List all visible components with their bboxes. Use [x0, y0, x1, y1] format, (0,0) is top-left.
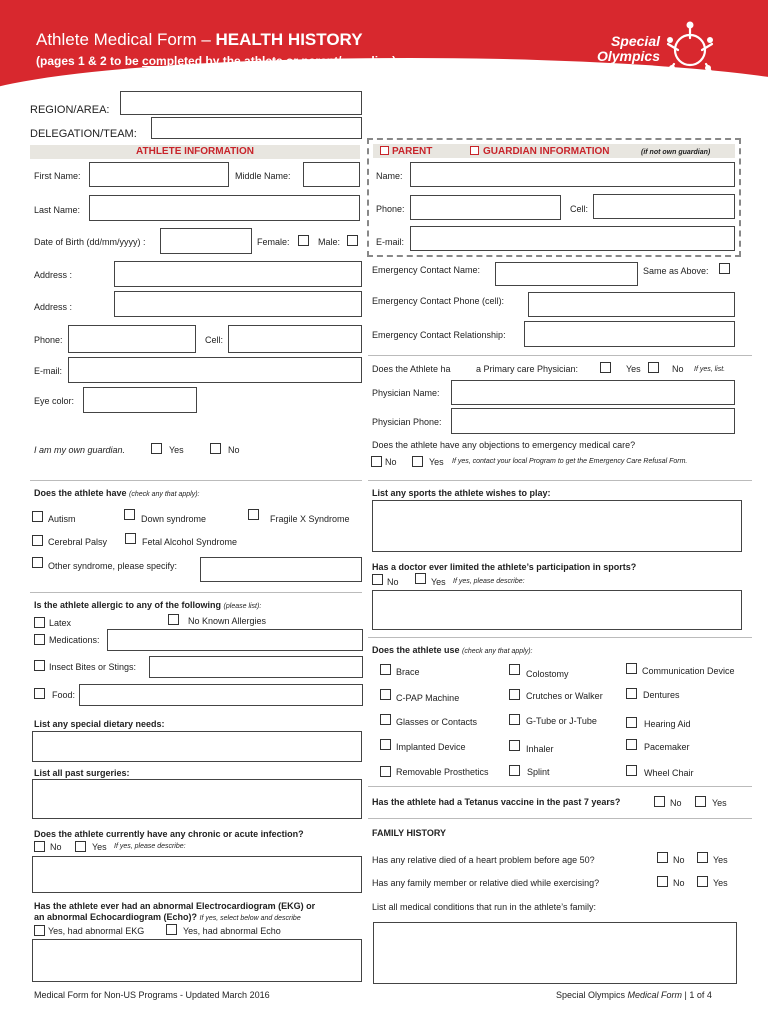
hearing-aid-checkbox[interactable] — [626, 717, 637, 728]
surgeries-input[interactable] — [32, 779, 362, 819]
physician-yes-checkbox[interactable] — [600, 362, 611, 373]
parent-name-label: Name: — [376, 171, 403, 181]
first-name-input[interactable] — [89, 162, 229, 187]
cell-input[interactable] — [228, 325, 362, 353]
own-guardian-no-label: No — [228, 445, 240, 455]
crutches-checkbox[interactable] — [509, 689, 520, 700]
dob-input[interactable] — [160, 228, 252, 254]
infection-ifyes-note: If yes, please describe: — [114, 843, 186, 850]
ekg-input[interactable] — [32, 939, 362, 982]
footer-left: Medical Form for Non-US Programs - Updated March 2016 — [34, 990, 270, 1000]
divider — [368, 818, 752, 819]
inhaler-checkbox[interactable] — [509, 740, 520, 751]
sports-input[interactable] — [372, 500, 742, 552]
limited-no-checkbox[interactable] — [372, 574, 383, 585]
pacemaker-label: Pacemaker — [644, 742, 690, 752]
communication-device-checkbox[interactable] — [626, 663, 637, 674]
physician-name-label: Physician Name: — [372, 388, 440, 398]
glasses-checkbox[interactable] — [380, 714, 391, 725]
communication-device-label: Communication Device — [642, 666, 735, 676]
delegation-label: DELEGATION/TEAM: — [30, 128, 137, 140]
objections-question: Does the athlete have any objections to emergency medical care? — [372, 440, 636, 450]
parent-phone-label: Phone: — [376, 204, 405, 214]
limited-input[interactable] — [372, 590, 742, 630]
other-syndrome-checkbox[interactable] — [32, 557, 43, 568]
divider — [30, 480, 362, 481]
parent-email-label: E-mail: — [376, 237, 405, 247]
guardian-checkbox[interactable] — [470, 146, 479, 155]
phone-label: Phone: — [34, 335, 63, 345]
physician-question-part1: Does the Athlete ha — [372, 364, 451, 374]
infection-input[interactable] — [32, 856, 362, 893]
male-checkbox[interactable] — [347, 235, 358, 246]
medications-label: Medications: — [49, 635, 100, 645]
own-guardian-yes-label: Yes — [169, 445, 184, 455]
infection-heading: Does the athlete currently have any chronic or acute infection? — [34, 829, 304, 839]
family-q2: Has any family member or relative died while exercising? — [372, 878, 600, 888]
physician-name-input[interactable] — [451, 380, 735, 405]
fas-label: Fetal Alcohol Syndrome — [142, 537, 238, 547]
tetanus-question: Has the athlete had a Tetanus vaccine in the past 7 years? — [372, 797, 621, 807]
tetanus-yes-checkbox[interactable] — [695, 796, 706, 807]
limited-yes-label: Yes — [431, 577, 446, 587]
down-syndrome-checkbox[interactable] — [124, 509, 135, 520]
devices-heading: Does the athlete use (check any that apply): — [372, 645, 533, 655]
cell-label: Cell: — [205, 335, 224, 345]
abnormal-ekg-label: Yes, had abnormal EKG — [48, 926, 145, 936]
no-known-allergies-label: No Known Allergies — [188, 616, 267, 626]
delegation-input[interactable] — [151, 117, 362, 139]
limited-no-label: No — [387, 577, 399, 587]
divider — [368, 480, 752, 481]
cerebral-palsy-label: Cerebral Palsy — [48, 537, 108, 547]
physician-no-label: No — [672, 364, 684, 374]
sports-heading: List any sports the athlete wishes to play: — [372, 488, 551, 498]
insect-bites-input[interactable] — [149, 656, 363, 678]
wheel-chair-checkbox[interactable] — [626, 765, 637, 776]
divider — [368, 786, 752, 787]
objections-no-checkbox[interactable] — [371, 456, 382, 467]
dietary-heading: List any special dietary needs: — [34, 719, 165, 729]
family-q1-yes-checkbox[interactable] — [697, 852, 708, 863]
email-input[interactable] — [68, 357, 362, 383]
family-q1-no-label: No — [673, 855, 685, 865]
latex-checkbox[interactable] — [34, 617, 45, 628]
family-q1-yes-label: Yes — [713, 855, 728, 865]
page-title: Athlete Medical Form – HEALTH HISTORY — [36, 30, 363, 49]
address2-input[interactable] — [114, 291, 362, 317]
cpap-checkbox[interactable] — [380, 689, 391, 700]
last-name-label: Last Name: — [34, 205, 81, 215]
emergency-name-label: Emergency Contact Name: — [372, 265, 481, 275]
eye-color-input[interactable] — [83, 387, 197, 413]
other-syndrome-input[interactable] — [200, 557, 362, 582]
email-label: E-mail: — [34, 366, 63, 376]
infection-no-label: No — [50, 842, 62, 852]
emergency-relationship-input[interactable] — [524, 321, 735, 347]
parent-phone-input[interactable] — [410, 195, 561, 220]
page-subtitle: (pages 1 & 2 to be completed by the athlete or parent/guardian) — [36, 54, 397, 68]
tetanus-yes-label: Yes — [712, 798, 727, 808]
cpap-label: C-PAP Machine — [396, 693, 460, 703]
phone-input[interactable] — [68, 325, 196, 353]
middle-name-label: Middle Name: — [235, 171, 291, 181]
infection-yes-checkbox[interactable] — [75, 841, 86, 852]
logo-text: Special Olympics — [596, 33, 660, 64]
guardian-note: (if not own guardian) — [641, 149, 711, 156]
parent-label: PARENT — [392, 146, 433, 157]
dentures-label: Dentures — [643, 690, 680, 700]
physician-question-part2: a Primary care Physician: — [476, 364, 579, 374]
food-checkbox[interactable] — [34, 688, 45, 699]
allergy-heading: Is the athlete allergic to any of the following (please list): — [34, 600, 262, 610]
crutches-label: Crutches or Walker — [526, 691, 603, 701]
physician-ifyes-note: If yes, list. — [694, 366, 726, 373]
colostomy-label: Colostomy — [526, 669, 569, 679]
objections-yes-label: Yes — [429, 457, 444, 467]
autism-label: Autism — [48, 514, 76, 524]
medications-input[interactable] — [107, 629, 363, 651]
special-olympics-logo-icon — [664, 20, 716, 82]
tetanus-no-label: No — [670, 798, 682, 808]
medications-checkbox[interactable] — [34, 634, 45, 645]
wheel-chair-label: Wheel Chair — [644, 768, 694, 778]
emergency-name-input[interactable] — [495, 262, 638, 286]
colostomy-checkbox[interactable] — [509, 664, 520, 675]
parent-checkbox[interactable] — [380, 146, 389, 155]
implanted-device-checkbox[interactable] — [380, 739, 391, 750]
physician-phone-input[interactable] — [451, 408, 735, 434]
address2-label: Address : — [34, 302, 73, 312]
ekg-heading-line2: an abnormal Echocardiogram (Echo)? If yes, select below and describe — [34, 912, 301, 922]
own-guardian-yes-checkbox[interactable] — [151, 443, 162, 454]
region-input[interactable] — [120, 91, 362, 115]
objections-yes-checkbox[interactable] — [412, 456, 423, 467]
first-name-label: First Name: — [34, 171, 81, 181]
insect-bites-checkbox[interactable] — [34, 660, 45, 671]
infection-yes-label: Yes — [92, 842, 107, 852]
divider — [368, 637, 752, 638]
region-label: REGION/AREA: — [30, 104, 110, 116]
family-q1-no-checkbox[interactable] — [657, 852, 668, 863]
parent-name-input[interactable] — [410, 162, 735, 187]
no-known-allergies-checkbox[interactable] — [168, 614, 179, 625]
emergency-phone-input[interactable] — [528, 292, 735, 317]
family-q2-yes-label: Yes — [713, 878, 728, 888]
insect-bites-label: Insect Bites or Stings: — [49, 662, 137, 672]
female-label: Female: — [257, 237, 290, 247]
family-conditions-input[interactable] — [373, 922, 737, 984]
parent-cell-input[interactable] — [593, 194, 735, 219]
hearing-aid-label: Hearing Aid — [644, 719, 691, 729]
physician-no-checkbox[interactable] — [648, 362, 659, 373]
infection-no-checkbox[interactable] — [34, 841, 45, 852]
food-input[interactable] — [79, 684, 363, 706]
brace-checkbox[interactable] — [380, 664, 391, 675]
divider — [368, 355, 752, 356]
tetanus-no-checkbox[interactable] — [654, 796, 665, 807]
eye-color-label: Eye color: — [34, 396, 75, 406]
family-q2-no-label: No — [673, 878, 685, 888]
autism-checkbox[interactable] — [32, 511, 43, 522]
food-label: Food: — [52, 690, 76, 700]
own-guardian-label: I am my own guardian. — [34, 445, 126, 455]
athlete-info-heading: ATHLETE INFORMATION — [30, 145, 360, 159]
surgeries-heading: List all past surgeries: — [34, 768, 130, 778]
abnormal-echo-label: Yes, had abnormal Echo — [183, 926, 281, 936]
fas-checkbox[interactable] — [125, 533, 136, 544]
address1-label: Address : — [34, 270, 73, 280]
splint-label: Splint — [527, 767, 550, 777]
limited-ifyes-note: If yes, please describe: — [453, 578, 525, 585]
female-checkbox[interactable] — [298, 235, 309, 246]
inhaler-label: Inhaler — [526, 744, 554, 754]
removable-prosthetics-label: Removable Prosthetics — [396, 767, 489, 777]
address1-input[interactable] — [114, 261, 362, 287]
conditions-heading: Does the athlete have (check any that apply): — [34, 488, 200, 498]
same-as-above-checkbox[interactable] — [719, 263, 730, 274]
footer-right: Special Olympics Medical Form | 1 of 4 — [556, 990, 712, 1000]
ekg-heading-line1: Has the athlete ever had an abnormal Electrocardiogram (EKG) or — [34, 901, 316, 911]
guardian-label: GUARDIAN INFORMATION — [483, 146, 610, 157]
parent-cell-label: Cell: — [570, 204, 589, 214]
family-q2-no-checkbox[interactable] — [657, 876, 668, 887]
implanted-device-label: Implanted Device — [396, 742, 466, 752]
splint-checkbox[interactable] — [509, 765, 520, 776]
physician-yes-label: Yes — [626, 364, 641, 374]
objections-no-label: No — [385, 457, 397, 467]
own-guardian-no-checkbox[interactable] — [210, 443, 221, 454]
gtube-checkbox[interactable] — [509, 714, 520, 725]
brace-label: Brace — [396, 667, 420, 677]
parent-email-input[interactable] — [410, 226, 735, 251]
latex-label: Latex — [49, 618, 72, 628]
fragile-x-checkbox[interactable] — [248, 509, 259, 520]
dob-label: Date of Birth (dd/mm/yyyy) : — [34, 237, 146, 247]
removable-prosthetics-checkbox[interactable] — [380, 766, 391, 777]
cerebral-palsy-checkbox[interactable] — [32, 535, 43, 546]
limited-heading: Has a doctor ever limited the athlete’s participation in sports? — [372, 562, 637, 572]
same-as-above-label: Same as Above: — [643, 266, 709, 276]
abnormal-echo-checkbox[interactable] — [166, 924, 177, 935]
objections-ifyes-note: If yes, contact your local Program to get the Emergency Care Refusal Form. — [452, 458, 688, 465]
other-syndrome-label: Other syndrome, please specify: — [48, 561, 178, 571]
dentures-checkbox[interactable] — [626, 688, 637, 699]
pacemaker-checkbox[interactable] — [626, 739, 637, 750]
emergency-relationship-label: Emergency Contact Relationship: — [372, 330, 506, 340]
limited-yes-checkbox[interactable] — [415, 573, 426, 584]
divider — [30, 592, 362, 593]
middle-name-input[interactable] — [303, 162, 360, 187]
down-syndrome-label: Down syndrome — [141, 514, 207, 524]
last-name-input[interactable] — [89, 195, 360, 221]
emergency-phone-label: Emergency Contact Phone (cell): — [372, 296, 505, 306]
physician-phone-label: Physician Phone: — [372, 417, 442, 427]
male-label: Male: — [318, 237, 341, 247]
gtube-label: G-Tube or J-Tube — [526, 716, 597, 726]
family-q1: Has any relative died of a heart problem before age 50? — [372, 855, 595, 865]
family-q3: List all medical conditions that run in the athlete’s family: — [372, 902, 596, 912]
fragile-x-label: Fragile X Syndrome — [270, 514, 350, 524]
dietary-input[interactable] — [32, 731, 362, 762]
glasses-label: Glasses or Contacts — [396, 717, 478, 727]
abnormal-ekg-checkbox[interactable] — [34, 925, 45, 936]
family-q2-yes-checkbox[interactable] — [697, 876, 708, 887]
family-history-heading: FAMILY HISTORY — [372, 828, 447, 838]
